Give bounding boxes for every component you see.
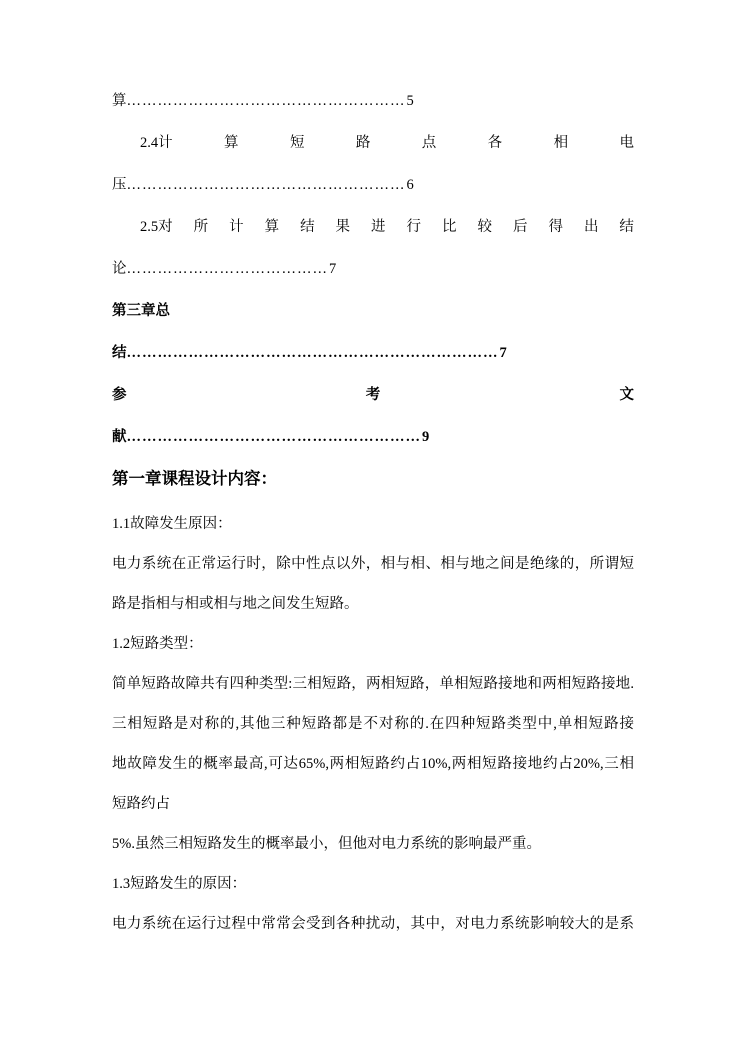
toc-entry-text: 点 [421,135,437,151]
toc-entry-text: 路 [355,135,371,151]
toc-entry-label: 结 [112,345,127,361]
toc-entry [112,122,634,164]
toc-entry-text: 结 [300,219,315,235]
table-of-contents [112,80,634,458]
toc-entry [112,164,634,206]
toc-entry-text: 得 [548,219,563,235]
toc-entry [112,248,634,290]
toc-entry-label: 献 [112,429,127,445]
toc-entry-text: 果 [335,219,351,235]
toc-entry-text: 比 [442,219,457,235]
toc-entry-text: 2.5对 [140,219,173,235]
text-line: 简单短路故障共有四种类型:三相短路，两相短路，单相短路接地和两相短路接地. [112,676,634,692]
toc-entry [112,80,634,122]
toc-entry-label: 第三章总 [112,303,170,319]
dot-leader: ………………………………… [126,261,328,277]
text-line: 5%.虽然三相短路发生的概率最小，但他对电力系统的影响最严重。 [112,836,541,852]
dot-leader: ……………………………………………… [126,93,406,109]
text-line: 短路约占 [112,796,170,812]
text-line: 路是指相与相或相与地之间发生短路。 [112,596,359,612]
toc-entry-text: 各 [487,135,503,151]
toc-entry [112,206,634,248]
toc-entry-text: 文 [619,387,634,403]
chapter-heading: 第一章课程设计内容： [112,469,277,488]
toc-entry [112,416,634,458]
toc-page-number: 6 [406,177,414,193]
toc-page-number: 7 [329,261,337,277]
dot-leader: ……………………………………………… [126,177,406,193]
toc-entry-text: 参 [112,387,127,403]
toc-entry-text: 所 [193,219,209,235]
toc-entry-text: 2.4计 [140,135,173,151]
toc-page-number: 7 [499,345,507,361]
toc-entry [112,332,634,374]
toc-entry-label: 算 [112,93,127,109]
toc-page-number: 9 [422,429,430,445]
text-line: 1.2短路类型： [112,636,203,652]
toc-entry-text: 出 [583,219,599,235]
text-line: 电力系统在运行过程中常常会受到各种扰动，其中，对电力系统影响较大的是系 [112,916,634,932]
dot-leader: ………………………………………………… [126,429,421,445]
toc-entry [112,290,634,332]
text-line: 1.1故障发生原因： [112,516,232,532]
toc-entry-text: 进 [371,219,386,235]
toc-entry-text: 算 [224,135,239,151]
text-line: 地故障发生的概率最高,可达65%,两相短路约占10%,两相短路接地约占20%,三相 [112,756,634,772]
toc-page-number: 5 [406,93,414,109]
toc-entry-text: 相 [553,135,569,151]
toc-entry-label: 论 [112,261,127,277]
toc-entry-text: 后 [512,219,528,235]
toc-entry-text: 行 [406,219,422,235]
text-line: 1.3短路发生的原因： [112,876,247,892]
text-line: 电力系统在正常运行时，除中性点以外，相与相、相与地之间是绝缘的，所谓短 [112,556,634,572]
toc-entry-text: 结 [619,219,634,235]
toc-entry-label: 压 [112,177,127,193]
toc-entry-text: 算 [264,219,280,235]
toc-entry-text: 较 [477,219,492,235]
toc-entry [112,374,634,416]
toc-entry-text: 考 [365,387,381,403]
dot-leader: ……………………………………………………………… [126,345,499,361]
toc-entry-text: 计 [229,219,244,235]
toc-entry-text: 短 [289,135,305,151]
toc-entry-text: 电 [619,135,634,151]
document-body [112,504,634,944]
text-line: 三相短路是对称的,其他三种短路都是不对称的.在四种短路类型中,单相短路接 [112,716,634,732]
